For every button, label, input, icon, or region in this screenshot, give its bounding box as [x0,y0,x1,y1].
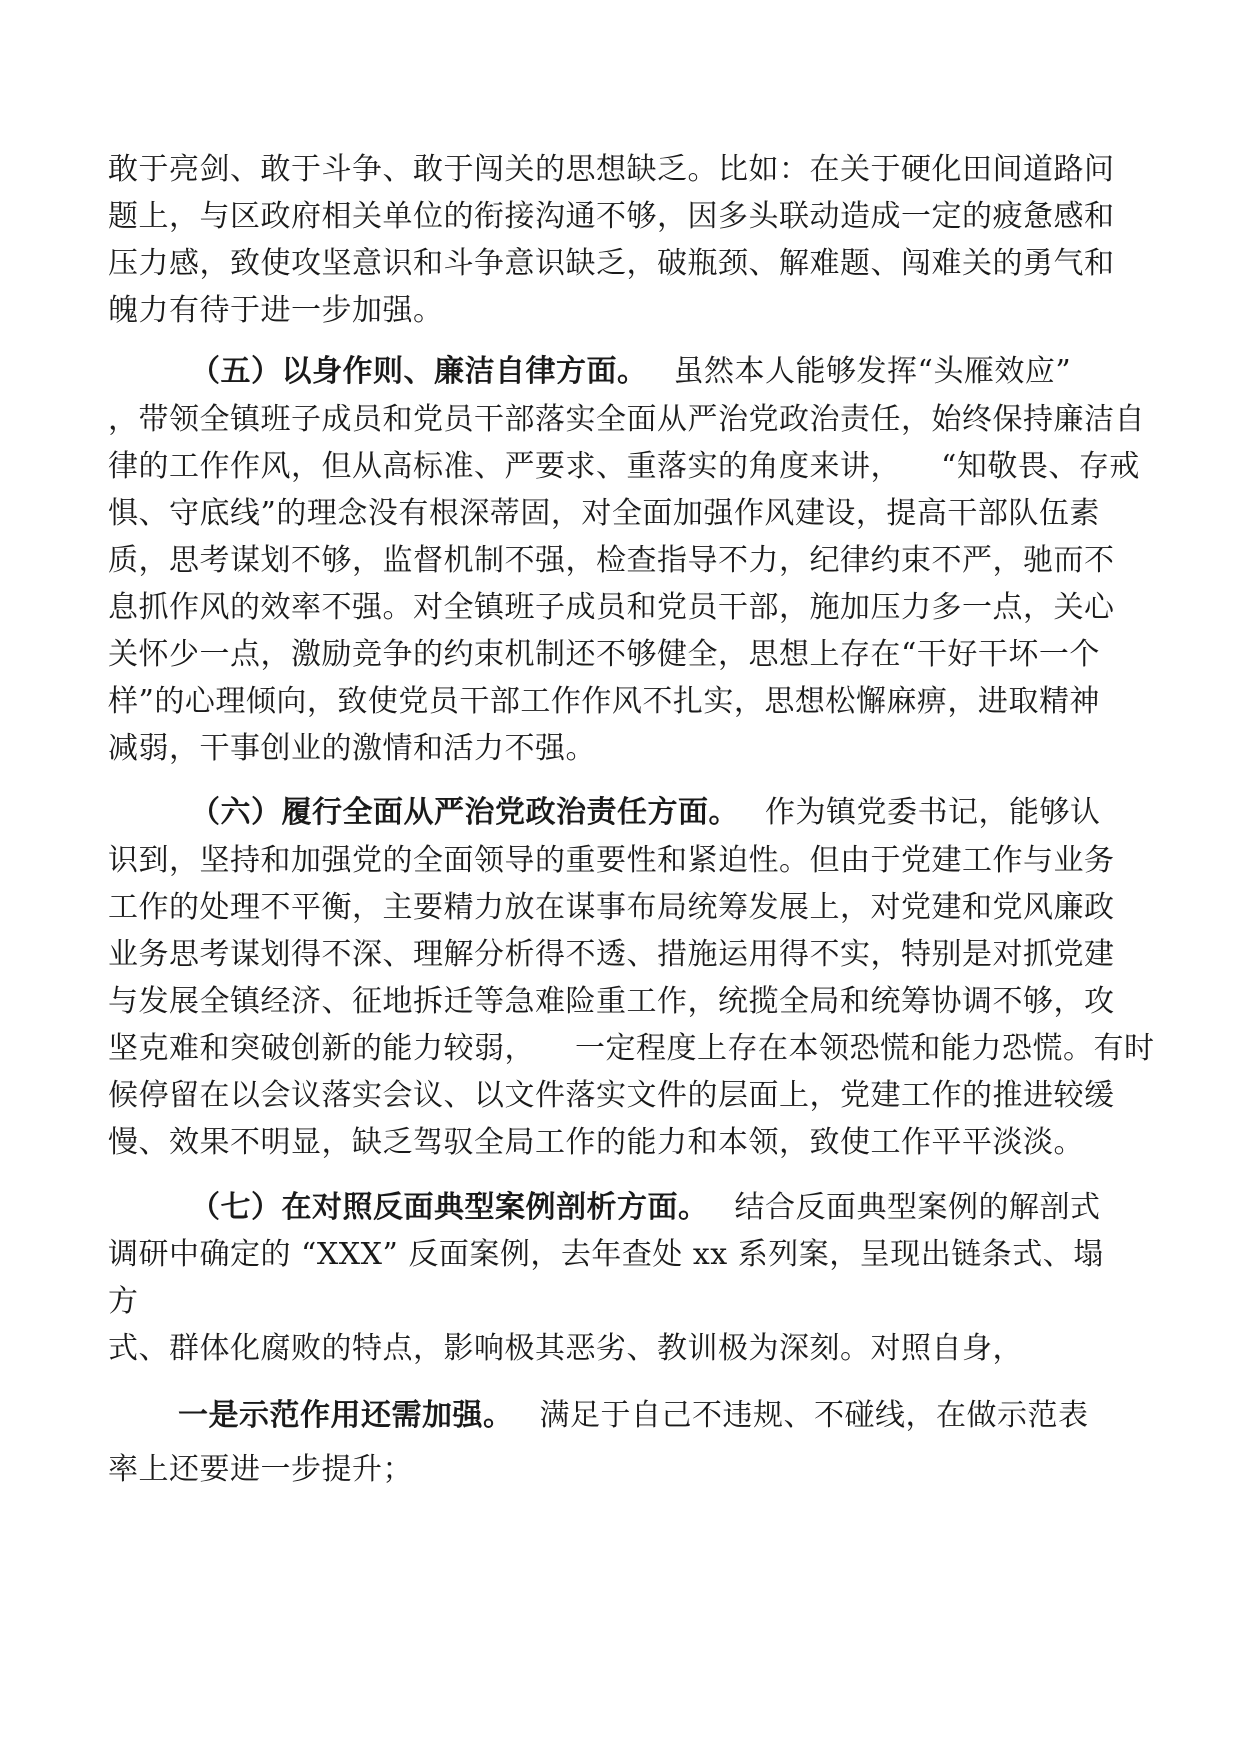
text-line: 工作的处理不平衡，主要精力放在谋事布局统筹发展上，对党建和党风廉政 [108,890,1115,925]
text-line [108,449,1138,485]
text-line: 息抓作风的效率不强。对全镇班子成员和党员干部，施加压力多一点，关心 [108,590,1115,625]
text-line [108,1031,1155,1067]
point-heading: 一是示范作用还需加强。 [178,1398,514,1433]
text-span: 律的工作作风，但从高标准、严要求、重落实的角度来讲， [108,449,901,484]
text-line: 式、群体化腐败的特点，影响极其恶劣、教训极为深刻。对照自身， [108,1331,1023,1366]
text-line: 识到，坚持和加强党的全面领导的重要性和紧迫性。但由于党建工作与业务 [108,843,1115,878]
text-line: 调研中确定的 “XXX” 反面案例，去年查处 xx 系列案，呈现出链条式、塌 [108,1237,1104,1272]
text-line: ，带领全镇班子成员和党员干部落实全面从严治党政治责任，始终保持廉洁自 [108,402,1145,437]
section-heading: （五）以身作则、廉洁自律方面。 [190,354,648,389]
text-span: 作为镇党委书记，能够认 [765,795,1101,830]
text-span: 结合反面典型案例的解剖式 [734,1190,1101,1225]
text-line: 质，思考谋划不够，监督机制不强，检查指导不力，纪律约束不严，驰而不 [108,543,1115,578]
paragraph-first-line [190,354,1220,390]
text-span: 虽然本人能够发挥“头雁效应” [673,354,1072,389]
text-line: 慢、效果不明显，缺乏驾驭全局工作的能力和本领，致使工作平平淡淡。 [108,1125,1084,1160]
text-line: 业务思考谋划得不深、理解分析得不透、措施运用得不实，特别是对抓党建 [108,937,1115,972]
text-line: 关怀少一点，激励竞争的约束机制还不够健全，思想上存在“干好干坏一个 [108,637,1100,672]
text-line: 惧、守底线”的理念没有根深蒂固，对全面加强作风建设，提高干部队伍素 [108,496,1100,531]
text-line: 题上，与区政府相关单位的衔接沟通不够，因多头联动造成一定的疲惫感和 [108,199,1115,234]
text-line: 魄力有待于进一步加强。 [108,293,444,328]
section-heading: （六）履行全面从严治党政治责任方面。 [190,795,739,830]
paragraph-first-line [190,1190,1220,1226]
text-span: 一定程度上存在本领恐慌和能力恐慌。有时 [575,1031,1155,1066]
text-line: 敢于亮剑、敢于斗争、敢于闯关的思想缺乏。比如：在关于硬化田间道路问 [108,152,1115,187]
text-line: 率上还要进一步提升； [108,1452,413,1487]
text-line: 候停留在以会议落实会议、以文件落实文件的层面上，党建工作的推进较缓 [108,1078,1115,1113]
text-span: 满足于自己不违规、不碰线，在做示范表 [539,1398,1089,1433]
section-heading: （七）在对照反面典型案例剖析方面。 [190,1190,709,1225]
text-line: 样”的心理倾向，致使党员干部工作作风不扎实，思想松懈麻痹，进取精神 [108,684,1100,719]
text-line: 减弱，干事创业的激情和活力不强。 [108,731,596,766]
paragraph-first-line [178,1398,1208,1434]
text-line: 方 [108,1284,139,1319]
text-span: 坚克难和突破创新的能力较弱， [108,1031,535,1066]
text-line: 与发展全镇经济、征地拆迁等急难险重工作，统揽全局和统筹协调不够，攻 [108,984,1115,1019]
text-span: “知敬畏、存戒 [941,449,1140,484]
paragraph-first-line [190,795,1220,831]
text-line: 压力感，致使攻坚意识和斗争意识缺乏，破瓶颈、解难题、闯难关的勇气和 [108,246,1115,281]
